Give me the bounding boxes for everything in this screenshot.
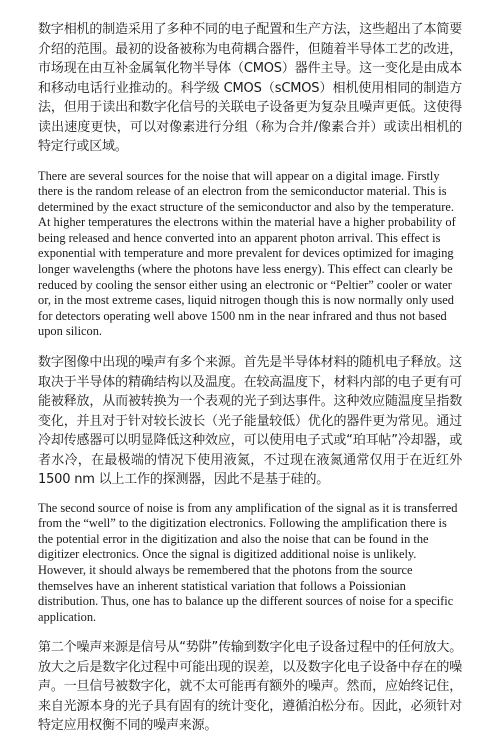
paragraph-zh-camera-manufacturing: 数字相机的制造采用了多种不同的电子配置和生产方法，这些超出了本简要介绍的范围。最初的设备被称为电荷耦合器件，但随着半导体工艺的改进，市场现在由互补金属氧化物半导体（CMOS）器件主导。这一变化是由成本和移动电话行业推动的。科学级 CMOS（sCMOS）相机使用相同的制造方法，但用于读出和数字化信号的关联电子设备更为复杂且噪声更低。这使得读出速度更快，可以对像素进行分组（称为合并/像素合并）或读出相机的特定行或区域。: [38, 22, 462, 154]
paragraph-zh-second-noise-source: 第二个噪声来源是信号从“势阱”传输到数字化电子设备过程中的任何放大。放大之后是数字化过程中可能出现的误差，以及数字化电子设备中存在的噪声。一旦信号被数字化，就不太可能再有额外的噪声。然而，应始终记住，来自光源本身的光子具有固有的统计变化，遵循泊松分布。因此，必须针对特定应用权衡不同的噪声来源。: [38, 640, 462, 734]
document-page: [38, 20, 462, 748]
paragraph-en-noise-sources: There are several sources for the noise that will appear on a digital image. Firstly there is the random release of an electron from the semiconductor material. This is determined by the exact structure of the semiconductor and also by the temperature. At higher temperatures the electrons within the material have a higher probability of being released and hence converted into an apparent photon arrival. This effect is exponential with temperature and more prevalent for devices optimized for imaging longer wavelengths (where the photons have less energy). This effect can clearly be reduced by cooling the sensor either using an electronic or “Peltier” cooler or water or, in the most extreme cases, liquid nitrogen though this is now normally only used for detectors operating well above 1500 nm in the near infrared and thus not based upon silicon.: [38, 168, 456, 339]
paragraph-en-second-noise-source: The second source of noise is from any amplification of the signal as it is transferred from the “well” to the digitization electronics. Following the amplification there is the potential error in the digitization and also the noise that can be found in the digitizer electronics. Once the signal is digitized additional noise is unlikely. However, it should always be remembered that the photons from the source themselves have an inherent statistical variation that follows a Poissionian distribution. Thus, one has to balance up the different sources of noise for a specific application.: [38, 500, 458, 624]
paragraph-zh-noise-sources: 数字图像中出现的噪声有多个来源。首先是半导体材料的随机电子释放。这取决于半导体的精确结构以及温度。在较高温度下，材料内部的电子更有可能被释放，从而被转换为一个表观的光子到达事件。这种效应随温度呈指数变化，并且对于针对较长波长（光子能量较低）优化的器件更为常见。通过冷却传感器可以明显降低这种效应，可以使用电子式或“珀耳帖”冷却器，或者水冷，在最极端的情况下使用液氮，不过现在液氮通常仅用于在近红外 1500 nm 以上工作的探测器，因此不是基于硅的。: [38, 355, 462, 488]
